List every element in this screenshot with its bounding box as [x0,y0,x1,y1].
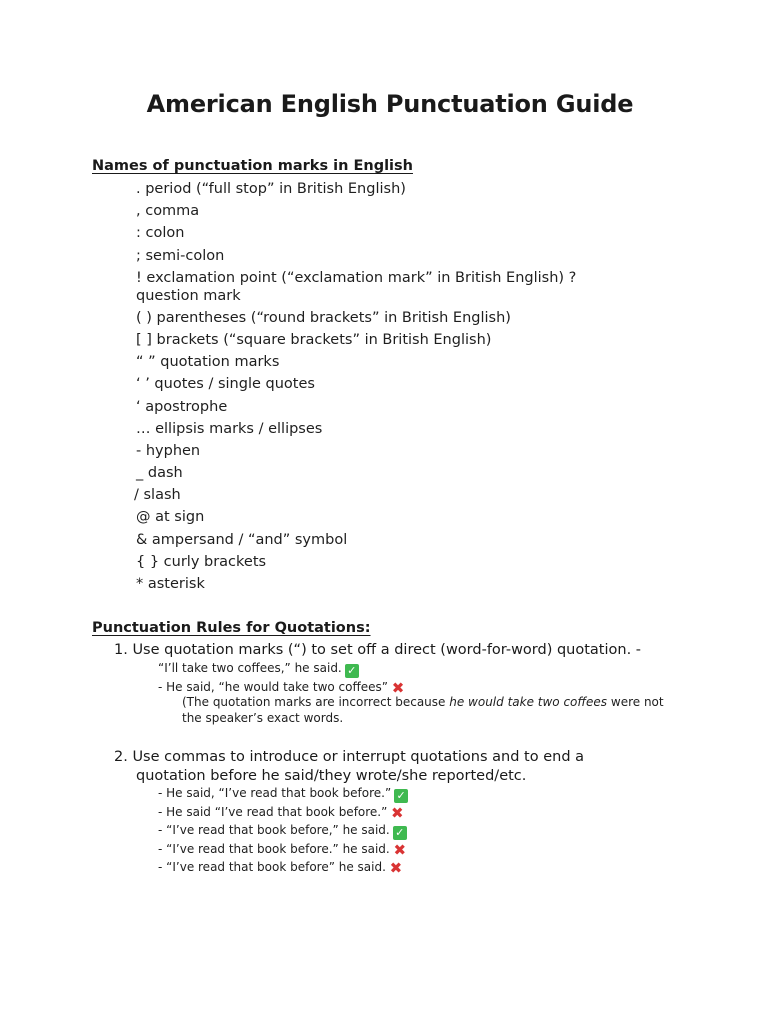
example-line [158,659,405,678]
list-item: : colon [136,225,185,242]
list-item: { } curly brackets [136,553,267,570]
list-item: _ dash [136,465,183,482]
note-text: were not the speaker’s exact words. [182,695,664,725]
check-mark-icon: ✓ [345,664,359,678]
example-line [158,803,408,822]
rule-1-text: 1. Use quotation marks (“) to set off a direct (word-for-word) quotation. - [114,642,642,658]
list-item: ! exclamation point (“exclamation mark” in British English) ? question mark [136,269,577,304]
list-item: @ at sign [136,509,205,526]
example-text: - “I’ve read that book before.” he said. [158,841,390,856]
example-text: - “I’ve read that book before,” he said. [158,823,390,837]
list-item: [ ] brackets (“square brackets” in British English) [136,331,492,348]
cross-mark-icon: ✖ [391,803,404,822]
list-item: ‘ apostrophe [136,398,228,415]
example-text: - He said, “he would take two coffees” [158,679,388,694]
example-text: “I’ll take two coffees,” he said. [158,661,342,675]
rule-2-line-2: quotation before he said/they wrote/she reported/etc. [136,768,527,784]
list-item: - hyphen [136,442,201,459]
check-mark-icon: ✓ [393,826,407,840]
list-item: / slash [134,487,181,504]
example-text: - He said, “I’ve read that book before.” [158,786,392,800]
example-text: - “I’ve read that book before” he said. [158,860,386,874]
list-item: ‘ ’ quotes / single quotes [136,376,315,393]
cross-mark-icon: ✖ [391,678,405,697]
list-item: , comma [136,203,200,220]
rule-1-examples [158,659,405,696]
rule-1-note [182,694,682,726]
list-item: … ellipsis marks / ellipses [136,420,323,437]
list-item: . period (“full stop” in British English) [136,181,406,197]
cross-mark-icon: ✖ [389,859,403,877]
rule-2-line-1: 2. Use commas to introduce or interrupt quotations and to end a [114,749,585,765]
punctuation-names-list [136,180,606,597]
rule-2-examples [158,784,408,877]
list-item: & ampersand / “and” symbol [136,531,348,548]
note-emphasis: he would take two coffees [449,695,608,709]
list-item: ( ) parentheses (“round brackets” in British English) [136,309,511,326]
example-line [158,858,408,877]
example-line [158,784,408,803]
section-heading-quotation-rules: Punctuation Rules for Quotations: [92,620,371,636]
cross-mark-icon: ✖ [393,840,407,859]
list-item: * asterisk [136,576,205,592]
note-text: (The quotation marks are incorrect because [182,695,450,709]
example-line [158,821,408,840]
list-item: ; semi-colon [136,247,225,264]
check-mark-icon: ✓ [394,789,408,803]
example-line [158,840,408,859]
rule-2-text [114,748,714,786]
example-text: - He said “I’ve read that book before.” [158,804,388,819]
section-heading-names: Names of punctuation marks in English [92,158,413,174]
list-item: “ ” quotation marks [136,354,280,371]
page-title: American English Punctuation Guide [146,90,634,118]
